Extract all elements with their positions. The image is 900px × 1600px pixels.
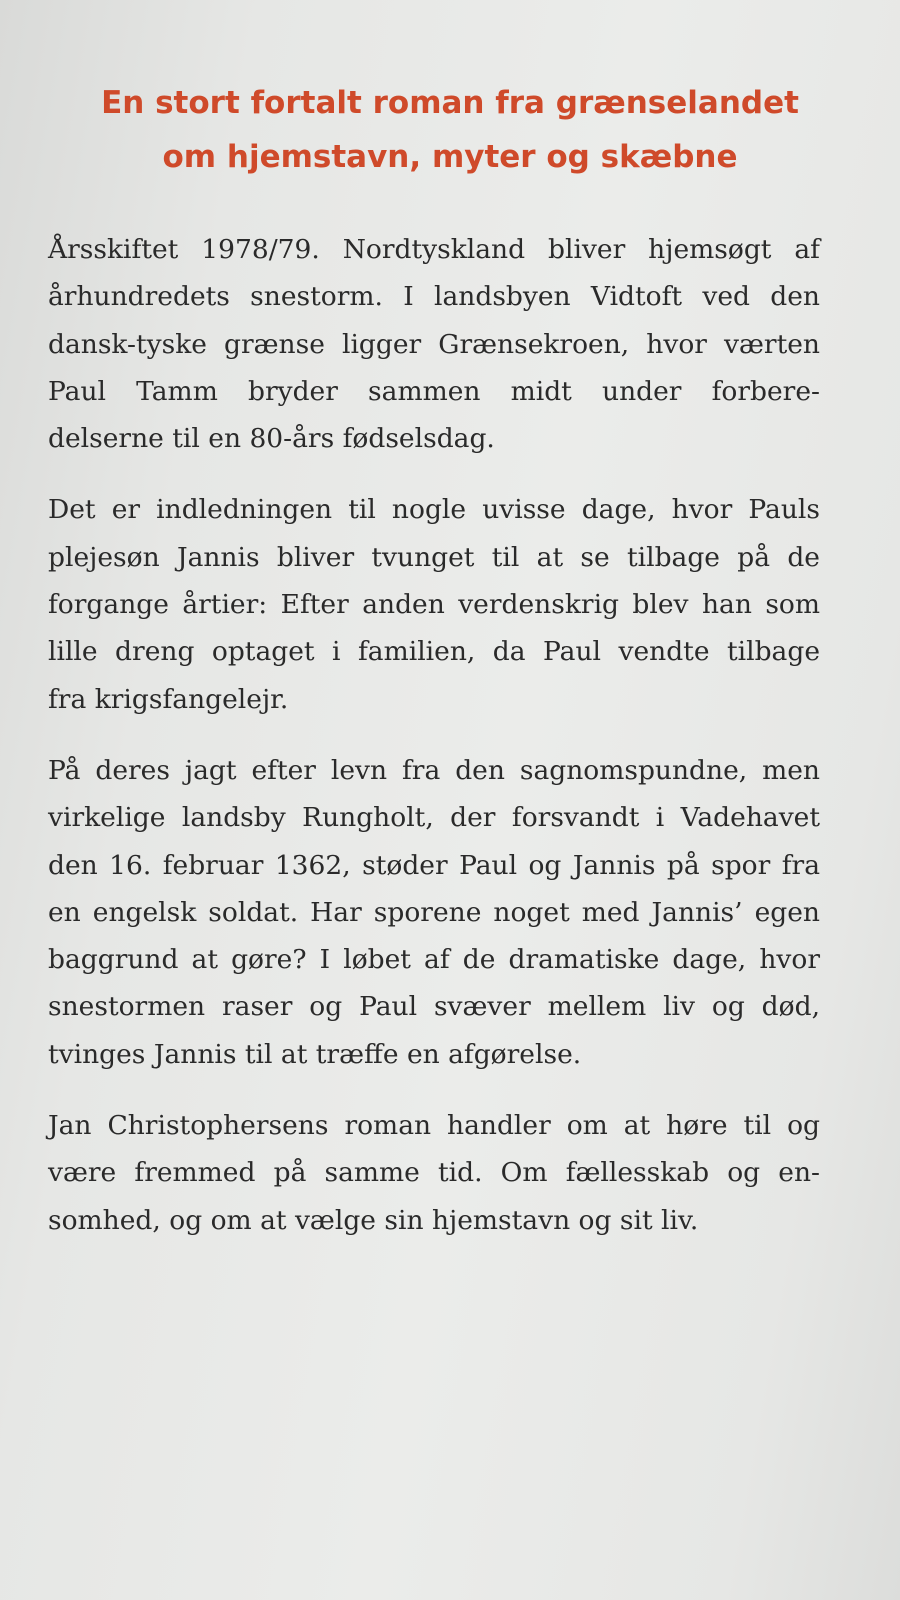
blurb-paragraph: [48, 226, 820, 462]
blurb-text: [48, 226, 820, 1268]
text-line: somhed, og om at vælge sin hjemstavn og sit liv.: [48, 1204, 699, 1236]
tagline-line: En stort fortalt roman fra grænselandet: [101, 85, 799, 121]
blurb-paragraph: [48, 1102, 820, 1244]
text-line: baggrund at gøre? I løbet af de dramatiske dage, hvor: [48, 944, 820, 976]
text-line: den 16. februar 1362, støder Paul og Jannis på spor fra: [48, 849, 820, 881]
text-line: forgange årtier: Efter anden verdenskrig blev han som: [48, 589, 820, 621]
blurb-paragraph: [48, 486, 820, 722]
text-line: en engelsk soldat. Har sporene noget med Jannis’ egen: [48, 896, 820, 928]
text-line: virkelige landsby Rungholt, der forsvandt i Vadehavet: [48, 802, 820, 834]
tagline: [40, 76, 860, 184]
text-line: være fremmed på samme tid. Om fællesskab og en-: [48, 1157, 820, 1189]
text-line: fra krigsfangelejr.: [48, 683, 289, 715]
text-line: snestormen raser og Paul svæver mellem liv og død,: [48, 991, 820, 1023]
text-line: Jan Christophersens roman handler om at høre til og: [48, 1110, 820, 1142]
text-line: På deres jagt efter levn fra den sagnomspundne, men: [48, 754, 820, 786]
tagline-line: om hjemstavn, myter og skæbne: [162, 139, 738, 175]
text-line: Årsskiftet 1978/79. Nordtyskland bliver hjemsøgt af: [48, 234, 820, 265]
text-line: tvinges Jannis til at træffe en afgørelse.: [48, 1038, 582, 1070]
text-line: Det er indledningen til nogle uvisse dage, hvor Pauls: [48, 494, 820, 526]
text-line: delserne til en 80-års fødselsdag.: [48, 423, 495, 455]
text-line: dansk-tyske grænse ligger Grænsekroen, hvor værten: [48, 328, 820, 360]
text-line: lille dreng optaget i familien, da Paul vendte tilbage: [48, 636, 820, 668]
text-line: Paul Tamm bryder sammen midt under forbere-: [48, 375, 820, 407]
text-line: plejesøn Jannis bliver tvunget til at se tilbage på de: [48, 541, 820, 573]
text-line: århundredets snestorm. I landsbyen Vidtoft ved den: [48, 281, 820, 313]
blurb-paragraph: [48, 747, 820, 1078]
